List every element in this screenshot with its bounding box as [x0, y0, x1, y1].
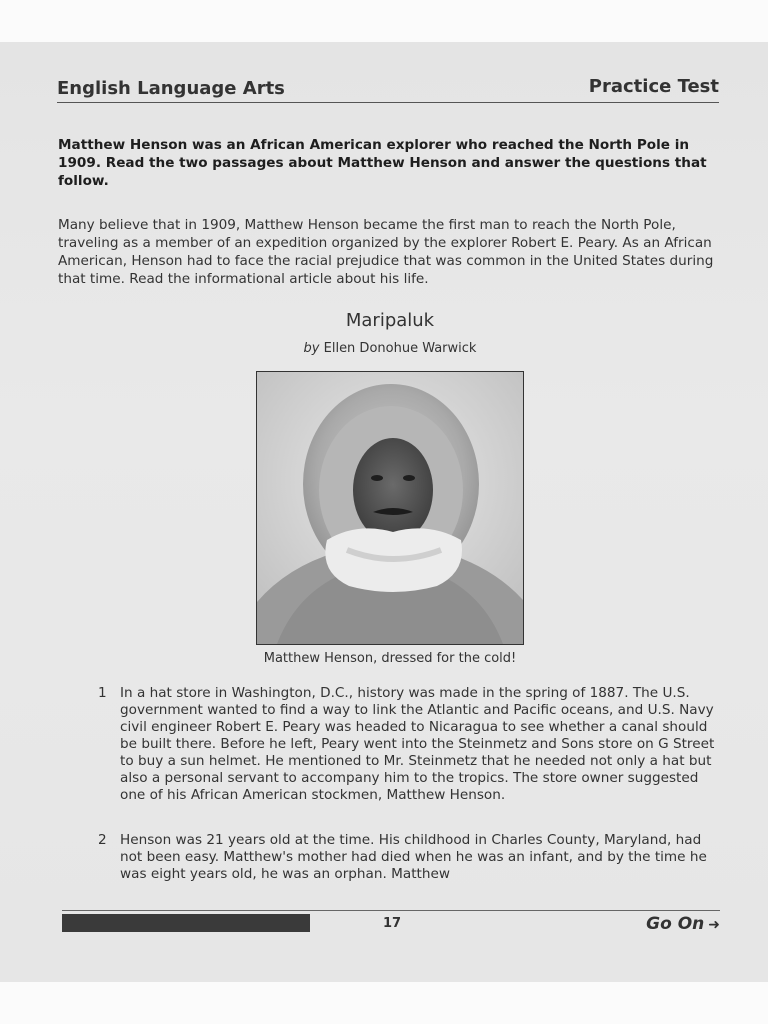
arrow-right-icon: ➜ [708, 917, 720, 933]
paragraph-number: 1 [98, 685, 107, 701]
byline-by: by [303, 341, 320, 356]
footer-bar [62, 914, 310, 932]
paragraph-number: 2 [98, 832, 107, 848]
lead-paragraph: Many believe that in 1909, Matthew Henson became the first man to reach the North Pole, traveling as a member of an expedition organized by the explorer Robert E. Peary. As an African American, Henson had to face the racial prejudice that was common in the United States during that time. Read the informational article about his life. [58, 217, 714, 287]
article-paragraph [98, 685, 718, 804]
page-header [57, 76, 719, 103]
article-author: Ellen Donohue Warwick [323, 341, 477, 356]
page-number: 17 [382, 916, 402, 931]
go-on-button[interactable] [646, 914, 720, 934]
test-page [0, 42, 768, 982]
article-paragraph [98, 832, 718, 883]
intro-instructions: Matthew Henson was an African American explorer who reached the North Pole in 1909. Read the two passages about Matthew Henson and answer the questions that follow. [58, 137, 707, 189]
portrait-illustration [257, 372, 523, 644]
test-name: Practice Test [588, 76, 719, 97]
article-title: Maripaluk [345, 310, 435, 331]
paragraph-text: Henson was 21 years old at the time. His childhood in Charles County, Maryland, had not been easy. Matthew's mother had died when he was an infant, and by the time he was eight years old, he was an orphan. Matthew [120, 832, 707, 882]
subject-title: English Language Arts [57, 78, 285, 99]
henson-photo [256, 371, 524, 645]
footer-divider [62, 910, 720, 911]
photo-caption: Matthew Henson, dressed for the cold! [263, 651, 517, 666]
paragraph-text: In a hat store in Washington, D.C., history was made in the spring of 1887. The U.S. government wanted to find a way to link the Atlantic and Pacific oceans, and U.S. Navy civil engineer Robert E. Peary was headed to Nicaragua to see whether a canal should be built there. Before he left, Peary went into the Steinmetz and Sons store on G Street to buy a sun helmet. He mentioned to Mr. Steinmetz that he needed not only a hat but also a personal servant to accompany him to the tropics. The store owner suggested one of his African American stockmen, Matthew Henson. [120, 685, 715, 803]
go-on-label: Go On [646, 914, 705, 934]
article-byline [0, 341, 768, 356]
